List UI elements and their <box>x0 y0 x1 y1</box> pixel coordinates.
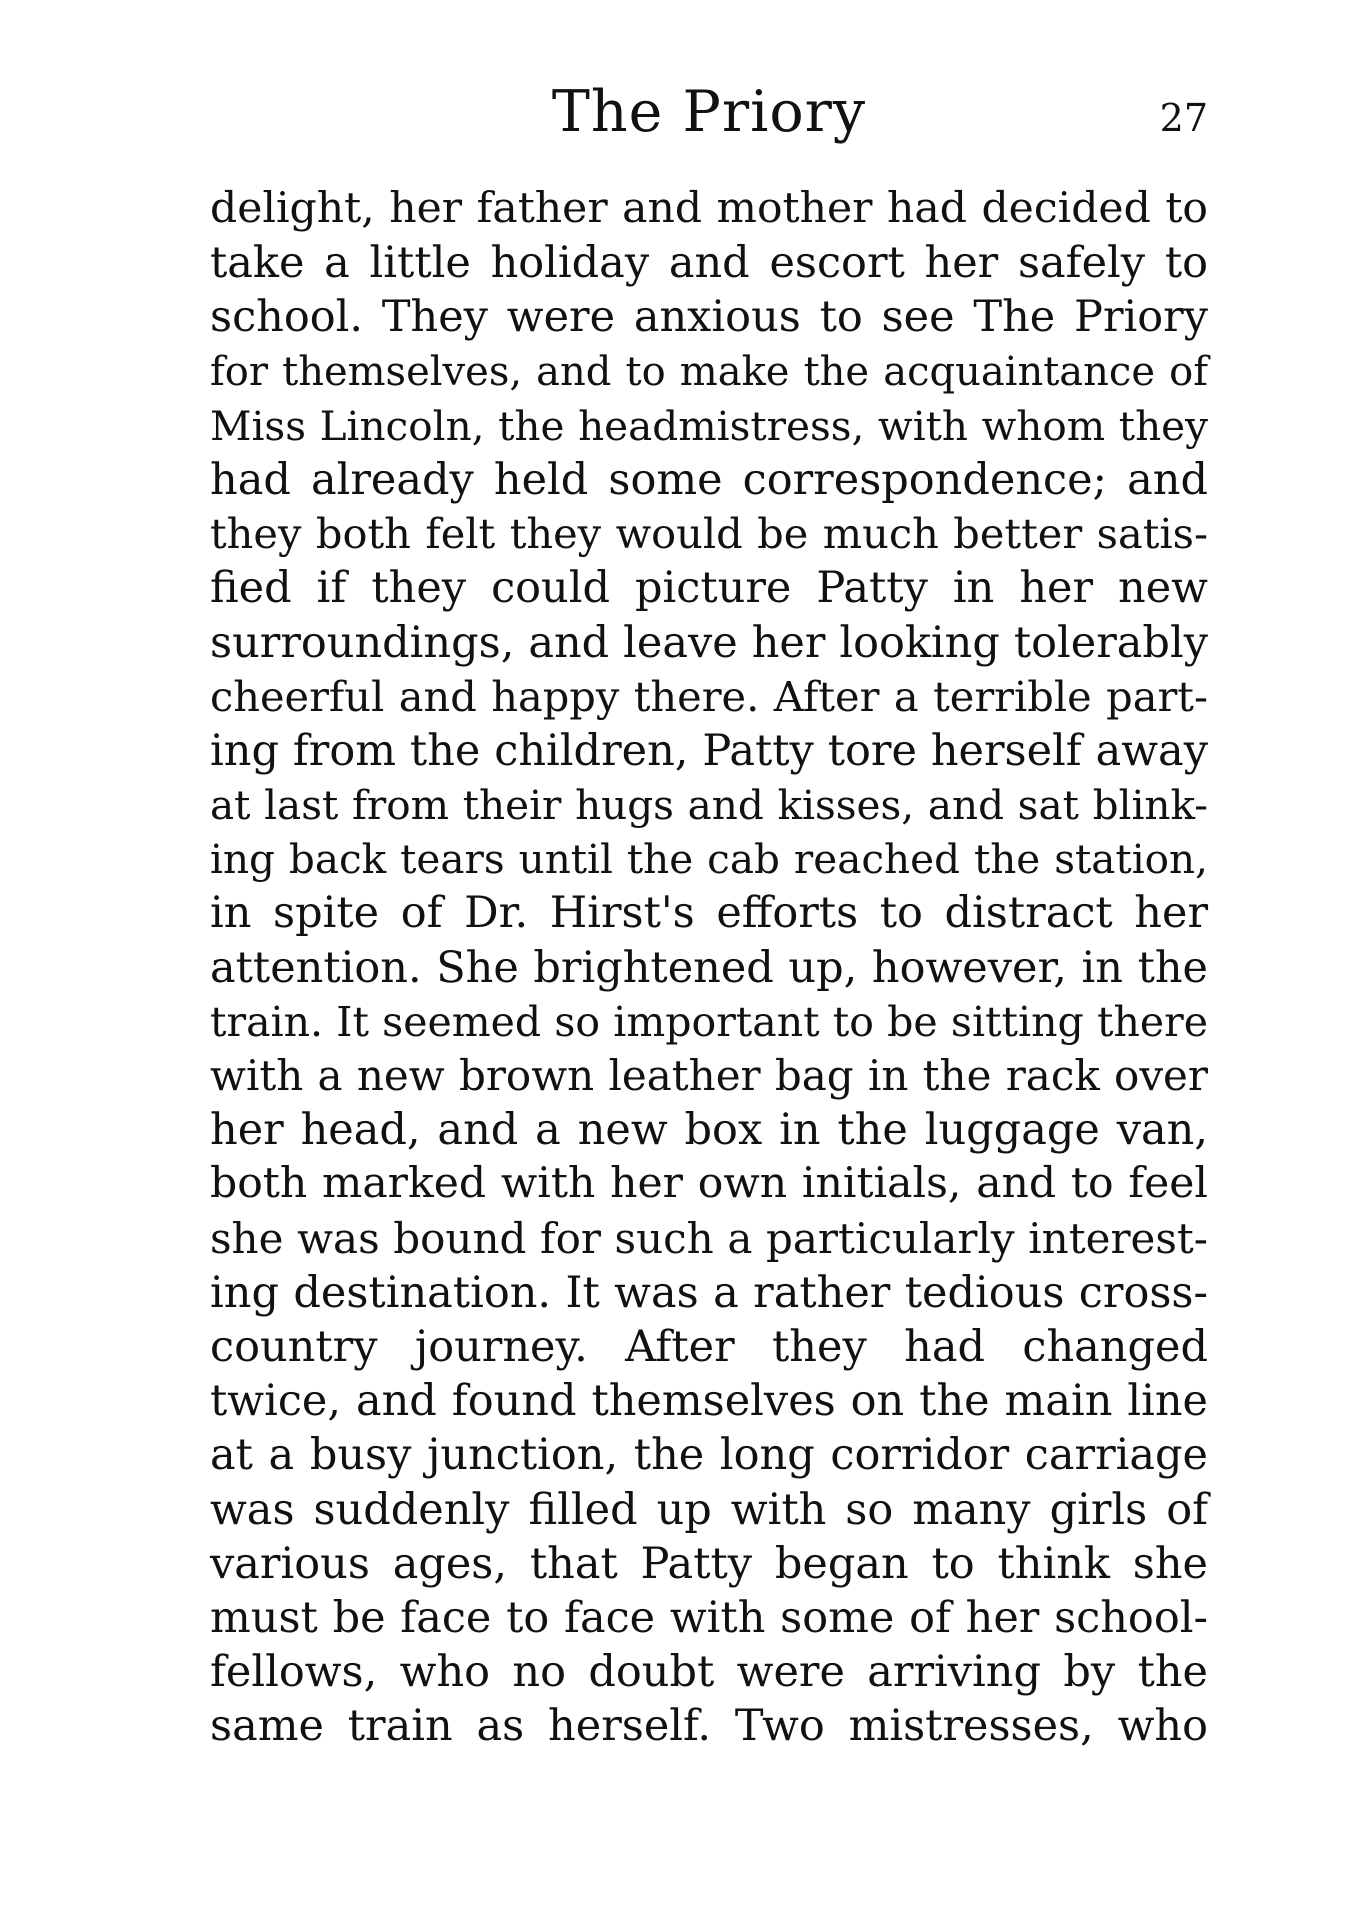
text-line: for themselves, and to make the acquaintance of <box>210 348 1208 395</box>
text-line: cheerful and happy there. After a terrible part- <box>210 671 1208 721</box>
running-head <box>210 72 1208 152</box>
text-line: country journey. After they had changed <box>210 1321 1208 1372</box>
text-line: was suddenly filled up with so many girls of <box>210 1484 1208 1535</box>
text-line: take a little holiday and escort her safely to <box>210 238 1208 289</box>
page-number: 27 <box>1159 96 1208 140</box>
text-line: various ages, that Patty began to think she <box>210 1538 1208 1589</box>
running-title: The Priory <box>551 79 867 145</box>
text-line: ing destination. It was a rather tedious cross- <box>210 1267 1208 1318</box>
text-line: same train as herself. Two mistresses, who <box>210 1701 1208 1752</box>
text-line: both marked with her own initials, and to feel <box>210 1159 1208 1209</box>
text-line: at last from their hugs and kisses, and sat blink- <box>210 781 1208 830</box>
text-line: twice, and found themselves on the main line <box>210 1376 1208 1427</box>
text-line: Miss Lincoln, the headmistress, with whom they <box>210 401 1208 450</box>
text-line: train. It seemed so important to be sitting there <box>210 997 1208 1046</box>
text-line: in spite of Dr. Hirst's efforts to distract her <box>210 888 1208 939</box>
body-text <box>210 182 1208 1753</box>
text-line: surroundings, and leave her looking tolerably <box>210 617 1208 668</box>
text-line: they both felt they would be much better satis- <box>210 509 1208 559</box>
text-line: at a busy junction, the long corridor carriage <box>210 1430 1208 1481</box>
text-line: school. They were anxious to see The Priory <box>210 292 1208 343</box>
text-line: with a new brown leather bag in the rack over <box>210 1051 1208 1100</box>
text-line: fied if they could picture Patty in her new <box>210 563 1208 614</box>
text-line: her head, and a new box in the luggage van, <box>210 1105 1208 1156</box>
text-line: ing from the children, Patty tore herself away <box>210 725 1208 776</box>
text-line: she was bound for such a particularly interest- <box>210 1213 1208 1263</box>
text-line: must be face to face with some of her school- <box>210 1592 1208 1643</box>
text-line: had already held some correspondence; and <box>210 454 1208 505</box>
text-line: ing back tears until the cab reached the station, <box>210 835 1208 884</box>
text-line: fellows, who no doubt were arriving by the <box>210 1647 1208 1698</box>
text-line: attention. She brightened up, however, in the <box>210 942 1208 993</box>
text-line: delight, her father and mother had decided to <box>210 184 1208 233</box>
